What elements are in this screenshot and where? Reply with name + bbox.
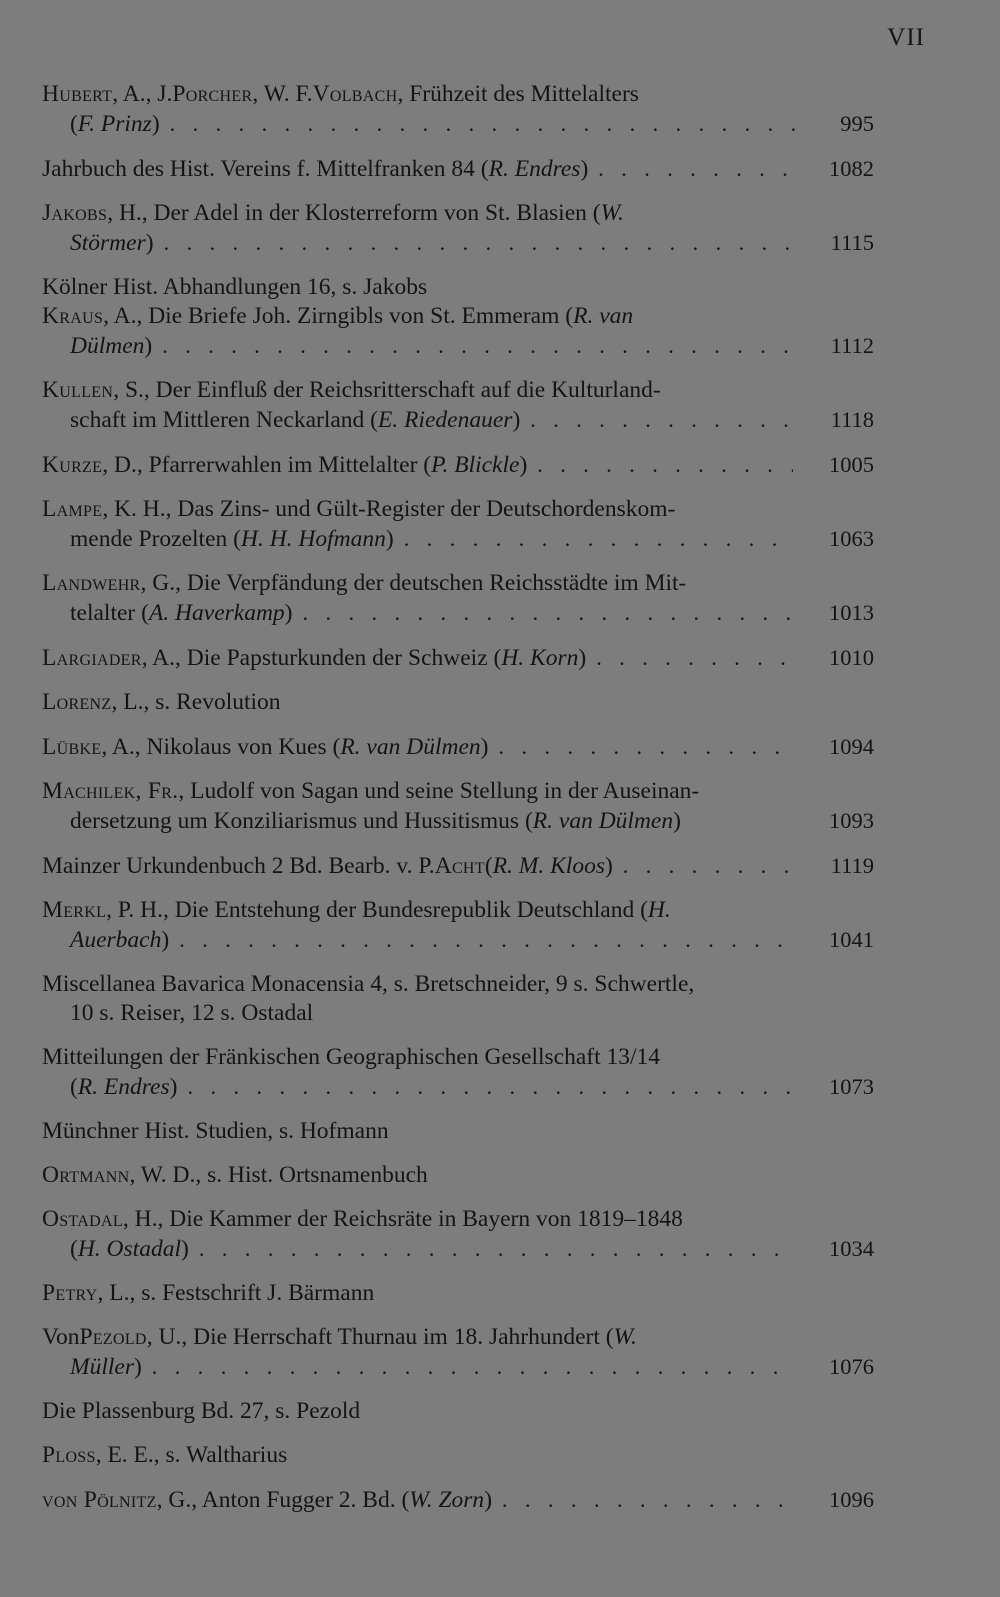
reviewer-name: Störmer (70, 230, 146, 256)
page-ref: 1010 (829, 645, 874, 670)
entry-text: , L., s. Festschrift J. Bärmann (97, 1280, 375, 1306)
reviewer-name: R. van (573, 303, 634, 329)
page-ref: 1118 (830, 407, 874, 432)
entry-text: ) (578, 645, 587, 671)
entry-text: , K. H., Das Zins- und Gült-Register der Deutschordenskom- (102, 496, 676, 522)
reviewer-name: H. H. Hofmann (240, 526, 386, 552)
entry-line (42, 1279, 844, 1308)
entry-line (42, 925, 874, 955)
entry-text: , L., s. Revolution (111, 689, 281, 715)
entry-text: ) (604, 853, 613, 879)
entry-line (42, 806, 874, 836)
index-entry (42, 777, 874, 836)
dot-leader (623, 851, 795, 880)
entry-text: ) (284, 600, 293, 626)
reviewer-name: Dülmen (70, 333, 145, 359)
entry-text: schaft im Mittleren Neckarland ( (70, 407, 378, 433)
entry-line (42, 273, 844, 302)
index-entry (42, 450, 874, 480)
dot-leader (164, 228, 795, 257)
index-entry (42, 970, 844, 1028)
entry-line (42, 569, 844, 598)
author-name: Landwehr (42, 570, 141, 596)
index-entry (42, 1323, 874, 1382)
author-name: Volbach (312, 81, 398, 107)
reviewer-name: W. Zorn (409, 1487, 485, 1513)
entry-text: , G., Anton Fugger 2. Bd. ( (156, 1487, 410, 1513)
page-ref: 995 (840, 111, 874, 136)
entry-line (42, 450, 874, 480)
index-entry (42, 1485, 874, 1515)
page-ref: 1063 (829, 526, 874, 551)
entry-text: ) (580, 156, 589, 182)
author-name: Lübke (42, 734, 102, 760)
entry-text: ) (480, 734, 489, 760)
entry-text: , Ludolf von Sagan und seine Stellung in der Auseinan- (178, 778, 700, 804)
entry-line (42, 1352, 874, 1382)
author-name: Ortmann (42, 1162, 130, 1188)
page-ref: 1005 (829, 452, 874, 477)
entry-line (42, 999, 844, 1028)
index-entry (42, 273, 844, 302)
author-name: Largiader (42, 645, 142, 671)
dot-leader (596, 643, 793, 672)
entry-text: , S., Der Einfluß der Reichsritterschaft auf die Kulturland- (113, 377, 661, 403)
entry-text: ) (151, 111, 160, 137)
entry-text: , A., J. (112, 81, 173, 107)
author-name: Jakobs (42, 200, 108, 226)
index-entry (42, 302, 874, 361)
entry-line (42, 1397, 844, 1426)
author-name: Kraus (42, 303, 104, 329)
entry-line (42, 1205, 844, 1234)
index-entry (42, 154, 874, 184)
entry-text: ( (484, 853, 493, 879)
entry-text: ) (180, 1236, 189, 1262)
entry-line (42, 109, 874, 139)
index-entry (42, 851, 874, 881)
dot-leader (199, 1234, 793, 1263)
dot-leader (187, 1072, 793, 1101)
dot-leader (498, 732, 793, 761)
index-entry (42, 495, 874, 554)
reviewer-name: Auerbach (70, 927, 162, 953)
reviewer-name: H. Korn (501, 645, 579, 671)
reviewer-name: W. (600, 200, 624, 226)
entry-text: , A., Die Papsturkunden der Schweiz ( (141, 645, 502, 671)
entry-text: Kölner Hist. Abhandlungen 16, s. Jakobs (42, 274, 428, 300)
index-entry (42, 1441, 844, 1470)
entry-text: , W. F. (252, 81, 313, 107)
entry-text: Miscellanea Bavarica Monacensia 4, s. Bretschneider, 9 s. Schwertle, (42, 971, 695, 997)
reviewer-name: H. Ostadal (77, 1236, 181, 1262)
author-name: , Fr. (135, 778, 179, 804)
reviewer-name: R. van Dülmen (340, 734, 481, 760)
entry-line (42, 1072, 874, 1102)
entry-line (42, 777, 844, 806)
index-entry (42, 376, 874, 435)
author-name: Porcher (172, 81, 253, 107)
index-entry (42, 732, 874, 762)
entry-line (42, 643, 874, 673)
entry-text: Münchner Hist. Studien, s. Hofmann (42, 1118, 389, 1144)
entry-text: ) (169, 1074, 178, 1100)
dot-leader (530, 405, 794, 434)
author-name: Pezold (79, 1324, 147, 1350)
dot-leader (502, 1485, 793, 1514)
entry-line (42, 851, 874, 881)
author-name: Kurze (42, 452, 103, 478)
entry-text: , W. D., s. Hist. Ortsnamenbuch (129, 1162, 428, 1188)
entry-text: , A., Nikolaus von Kues ( (101, 734, 341, 760)
index-entry (42, 1161, 844, 1190)
dot-leader (152, 1352, 793, 1381)
author-name: Hubert (42, 81, 113, 107)
index-entry (42, 569, 874, 628)
entry-line (42, 688, 844, 717)
dot-leader (162, 331, 794, 360)
entry-line (42, 1485, 874, 1515)
reviewer-name: R. Endres (488, 156, 581, 182)
index-entry (42, 643, 874, 673)
entry-text: ) (484, 1487, 493, 1513)
author-name: Ostadal (42, 1206, 123, 1232)
author-name: von Pölnitz (42, 1487, 157, 1513)
reviewer-name: E. Riedenauer (378, 407, 513, 433)
dot-leader (404, 524, 793, 553)
entry-text: ( (70, 1074, 78, 1100)
dot-leader (179, 925, 793, 954)
index-entry (42, 1205, 874, 1264)
reviewer-name: W. (613, 1324, 637, 1350)
page-ref: 1096 (829, 1487, 874, 1512)
author-name: Lampe (42, 496, 103, 522)
entry-line (42, 199, 844, 228)
author-name: Petry (42, 1280, 98, 1306)
entry-text: , Frühzeit des Mittelalters (397, 81, 639, 107)
entry-text: , H., Die Kammer der Reichsräte in Bayern von 1819–1848 (122, 1206, 683, 1232)
reviewer-name: R. Endres (77, 1074, 170, 1100)
dot-leader (303, 598, 794, 627)
page-ref: 1112 (830, 333, 874, 358)
entry-text: ) (512, 407, 521, 433)
entry-text: telalter ( (70, 600, 149, 626)
entry-line (42, 896, 844, 925)
entry-line (42, 376, 844, 405)
entry-line (42, 1234, 874, 1264)
entry-line (42, 154, 874, 184)
reviewer-name: A. Haverkamp (148, 600, 285, 626)
entry-text: ) (673, 808, 681, 834)
index-entry (42, 1117, 844, 1146)
page-ref: 1094 (829, 734, 874, 759)
entry-text: , D., Pfarrerwahlen im Mittelalter ( (102, 452, 432, 478)
entry-text: Die Plassenburg Bd. 27, s. Pezold (42, 1398, 361, 1424)
entry-text: 10 s. Reiser, 12 s. Ostadal (70, 1000, 314, 1026)
reviewer-name: R. van Dülmen (532, 808, 674, 834)
index-list (42, 80, 874, 1530)
entry-line (42, 495, 844, 524)
dot-leader (170, 109, 805, 138)
entry-text: , A., Die Briefe Joh. Zirngibls von St. Emmeram ( (103, 303, 574, 329)
page-ref: 1093 (829, 808, 874, 833)
entry-text: , U., Die Herrschaft Thurnau im 18. Jahrhundert ( (146, 1324, 614, 1350)
dot-leader (598, 154, 793, 183)
entry-line (42, 1161, 844, 1190)
entry-text: Jahrbuch des Hist. Vereins f. Mittelfranken 84 ( (42, 156, 489, 182)
entry-text: ( (70, 111, 78, 137)
page-number: VII (887, 24, 925, 51)
entry-line (42, 331, 874, 361)
entry-text: Mitteilungen der Fränkischen Geographischen Gesellschaft 13/14 (42, 1044, 661, 1070)
author-name: Acht (434, 853, 485, 879)
entry-text: ) (144, 333, 153, 359)
entry-text: ) (161, 927, 170, 953)
index-entry (42, 896, 874, 955)
dot-leader (537, 450, 793, 479)
entry-line (42, 1117, 844, 1146)
entry-text: ( (70, 1236, 78, 1262)
page-ref: 1082 (829, 156, 874, 181)
entry-text: Mainzer Urkundenbuch 2 Bd. Bearb. v. P. (42, 853, 435, 879)
entry-text: ) (145, 230, 154, 256)
entry-text: mende Prozelten ( (70, 526, 241, 552)
entry-text: , H., Der Adel in der Klosterreform von St. Blasien ( (107, 200, 601, 226)
entry-text: , E. E., s. Waltharius (95, 1442, 288, 1468)
entry-text: , G., Die Verpfändung der deutschen Reichsstädte im Mit- (140, 570, 687, 596)
entry-text: ) (519, 452, 528, 478)
author-name: Machilek (42, 778, 136, 804)
entry-line (42, 80, 844, 109)
entry-text: Von (42, 1324, 80, 1350)
reviewer-name: R. M. Kloos (492, 853, 605, 879)
page-ref: 1034 (829, 1236, 874, 1261)
page-ref: 1119 (830, 853, 874, 878)
entry-text: ) (385, 526, 394, 552)
entry-line (42, 1441, 844, 1470)
entry-text: ) (133, 1354, 142, 1380)
author-name: Kullen (42, 377, 114, 403)
entry-line (42, 228, 874, 258)
index-entry (42, 1279, 844, 1308)
page-ref: 1073 (829, 1074, 874, 1099)
page-ref: 1041 (829, 927, 874, 952)
page-ref: 1076 (829, 1354, 874, 1379)
entry-line (42, 732, 874, 762)
index-entry (42, 1043, 874, 1102)
page-ref: 1013 (829, 600, 874, 625)
reviewer-name: Müller (70, 1354, 134, 1380)
entry-line (42, 1043, 844, 1072)
entry-line (42, 970, 844, 999)
entry-line (42, 1323, 844, 1352)
reviewer-name: H. (647, 897, 671, 923)
author-name: Lorenz (42, 689, 112, 715)
entry-line (42, 302, 844, 331)
reviewer-name: P. Blickle (431, 452, 520, 478)
author-name: Merkl (42, 897, 107, 923)
entry-text: , P. H., Die Entstehung der Bundesrepublik Deutschland ( (106, 897, 648, 923)
index-entry (42, 1397, 844, 1426)
entry-text: dersetzung um Konziliarismus und Hussitismus ( (70, 808, 533, 834)
index-entry (42, 688, 844, 717)
reviewer-name: F. Prinz (77, 111, 152, 137)
index-entry (42, 199, 874, 258)
entry-line (42, 524, 874, 554)
entry-line (42, 405, 874, 435)
author-name: Ploss (42, 1442, 96, 1468)
entry-line (42, 598, 874, 628)
page-ref: 1115 (830, 230, 874, 255)
index-entry (42, 80, 874, 139)
